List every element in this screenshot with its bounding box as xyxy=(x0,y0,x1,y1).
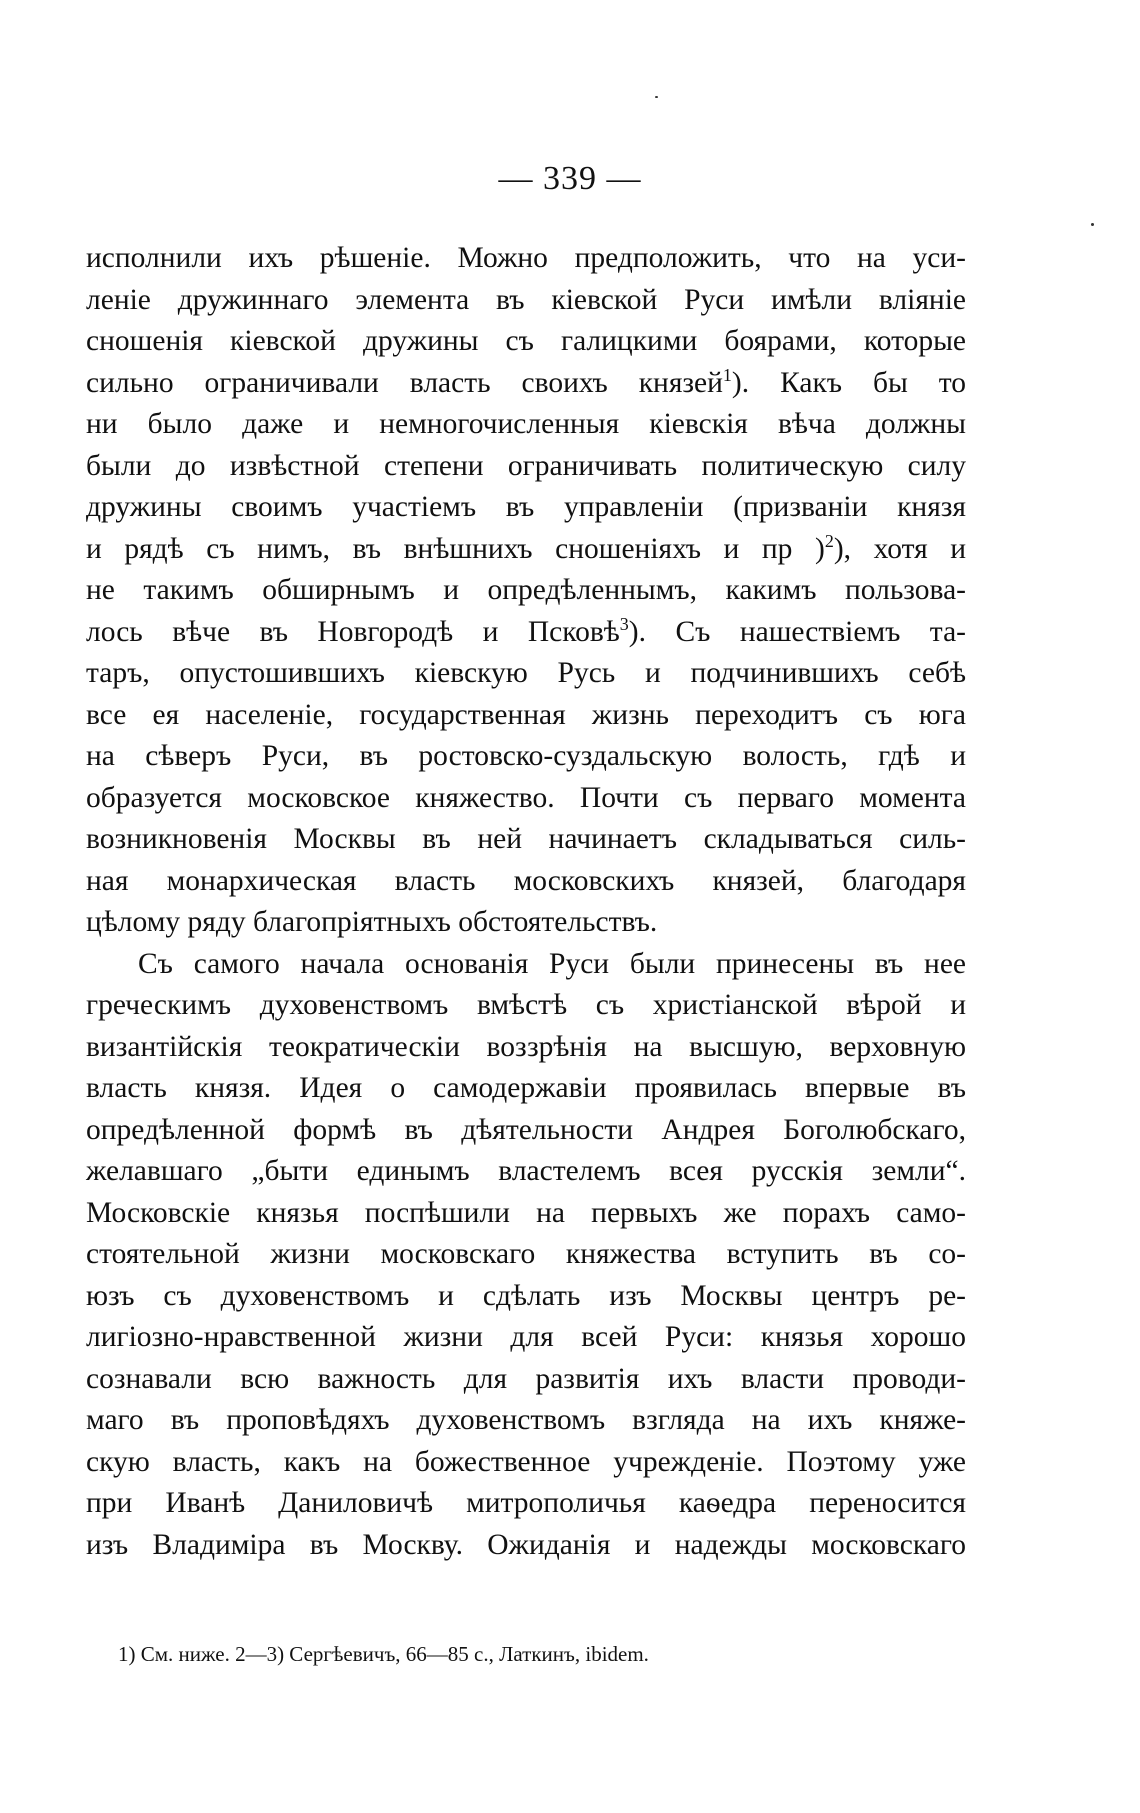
text-line xyxy=(86,736,966,778)
text-line-content: ная монархическая власть московскихъ князей, благодаря xyxy=(86,864,966,897)
text-line-content: сношенія кіевской дружины съ галицкими боярами, которые xyxy=(86,325,966,357)
text-line-content: Съ самого начала основанія Руси были принесены въ нее xyxy=(138,947,966,980)
text-line xyxy=(86,944,966,986)
text-line xyxy=(86,1400,966,1442)
footnote-marker: 2 xyxy=(824,530,834,551)
text-line-content: стоятельной жизни московскаго княжества вступить въ со- xyxy=(86,1238,966,1270)
text-line-content: все ея населеніе, государственная жизнь переходитъ съ юга xyxy=(86,698,966,731)
text-line-content: дружины своимъ участіемъ въ управленіи (призваніи князя xyxy=(86,491,966,523)
footnote: 1) См. ниже. 2—3) Сергѣевичъ, 66—85 с., Латкинъ, ibidem. xyxy=(118,1642,649,1666)
text-line xyxy=(86,612,966,654)
text-line-content: лигіозно-нравственной жизни для всей Руси: князья хорошо xyxy=(86,1321,966,1353)
text-line-content: возникновенія Москвы въ ней начинаетъ складываться силь- xyxy=(86,823,966,855)
text-line xyxy=(86,363,966,405)
text-line-content: при Иванѣ Даниловичѣ митрополичья каѳедра переносится xyxy=(86,1487,966,1519)
text-line-content: таръ, опустошившихъ кіевскую Русь и подчинившихъ себѣ xyxy=(86,657,966,689)
text-line xyxy=(86,778,966,820)
text-line-content: леніе дружиннаго элемента въ кіевской Руси имѣли вліяніе xyxy=(86,283,966,316)
text-line xyxy=(86,1442,966,1484)
scan-speck xyxy=(1091,223,1094,226)
text-line xyxy=(86,1193,966,1235)
text-line xyxy=(86,819,966,861)
page-number: — 339 — xyxy=(498,160,642,197)
text-line xyxy=(86,1525,966,1567)
text-line-content: власть князя. Идея о самодержавіи проявилась впервые въ xyxy=(86,1072,966,1104)
text-line-content: исполнили ихъ рѣшеніе. Можно предположить, что на уси- xyxy=(86,242,966,274)
text-line-content: юзъ съ духовенствомъ и сдѣлать изъ Москвы центръ ре- xyxy=(86,1279,966,1312)
text-line-content: опредѣленной формѣ въ дѣятельности Андрея Боголюбскаго, xyxy=(86,1113,966,1146)
text-line xyxy=(86,902,966,944)
text-line-content: Московскіе князья поспѣшили на первыхъ же порахъ само- xyxy=(86,1196,966,1229)
text-line xyxy=(86,861,966,903)
text-line xyxy=(86,1151,966,1193)
text-line xyxy=(86,1359,966,1401)
text-line xyxy=(86,404,966,446)
text-line-content: скую власть, какъ на божественное учрежденіе. Поэтому уже xyxy=(86,1445,966,1478)
text-line xyxy=(86,1110,966,1152)
text-line-content: цѣлому ряду благопріятныхъ обстоятельствъ. xyxy=(86,906,658,938)
text-line-content: византійскія теократическіи воззрѣнія на высшую, верховную xyxy=(86,1030,966,1063)
text-line xyxy=(86,1276,966,1318)
text-line xyxy=(86,1234,966,1276)
text-line-content: греческимъ духовенствомъ вмѣстѣ съ христіанской вѣрой и xyxy=(86,989,966,1021)
text-line-continuation: ), хотя и xyxy=(833,532,967,565)
footnote-marker: 3 xyxy=(619,613,629,634)
body-text xyxy=(86,238,966,1566)
text-line xyxy=(86,695,966,737)
text-line xyxy=(86,487,966,529)
text-line-content: образуется московское княжество. Почти съ перваго момента xyxy=(86,781,966,814)
footnote-marker: 1 xyxy=(722,364,732,385)
text-line-content: и рядѣ съ нимъ, въ внѣшнихъ сношеніяхъ и пр ) xyxy=(86,532,825,565)
text-line xyxy=(86,653,966,695)
text-line xyxy=(86,321,966,363)
text-line-content: на сѣверъ Руси, въ ростовско-суздальскую волость, гдѣ и xyxy=(86,740,966,772)
text-line xyxy=(86,280,966,322)
text-line-content: маго въ проповѣдяхъ духовенствомъ взгляда на ихъ княже- xyxy=(86,1404,966,1436)
text-line xyxy=(86,1068,966,1110)
text-line-content: сознавали всю важность для развитія ихъ власти проводи- xyxy=(86,1362,966,1395)
text-line xyxy=(86,1483,966,1525)
scan-speck xyxy=(655,96,658,98)
text-line xyxy=(86,1317,966,1359)
text-line xyxy=(86,570,966,612)
text-line-continuation: ). Съ нашествіемъ та- xyxy=(628,615,966,648)
text-line xyxy=(86,985,966,1027)
text-line-content: не такимъ обширнымъ и опредѣленнымъ, какимъ пользова- xyxy=(86,574,966,606)
text-line-content: ни было даже и немногочисленныя кіевскія вѣча должны xyxy=(86,408,966,440)
text-line-continuation: ). Какъ бы то xyxy=(731,366,967,399)
text-line-content: были до извѣстной степени ограничивать политическую силу xyxy=(86,449,966,482)
text-line xyxy=(86,529,966,571)
text-line xyxy=(86,446,966,488)
text-line-content: изъ Владиміра въ Москву. Ожиданія и надежды московскаго xyxy=(86,1528,966,1561)
text-line xyxy=(86,238,966,280)
text-line-content: желавшаго „быти единымъ властелемъ всея русскія земли“. xyxy=(86,1155,966,1187)
text-line-content: сильно ограничивали власть своихъ князей xyxy=(86,366,723,399)
text-line xyxy=(86,1027,966,1069)
text-line-content: лось вѣче въ Новгородѣ и Псковѣ xyxy=(86,615,620,648)
